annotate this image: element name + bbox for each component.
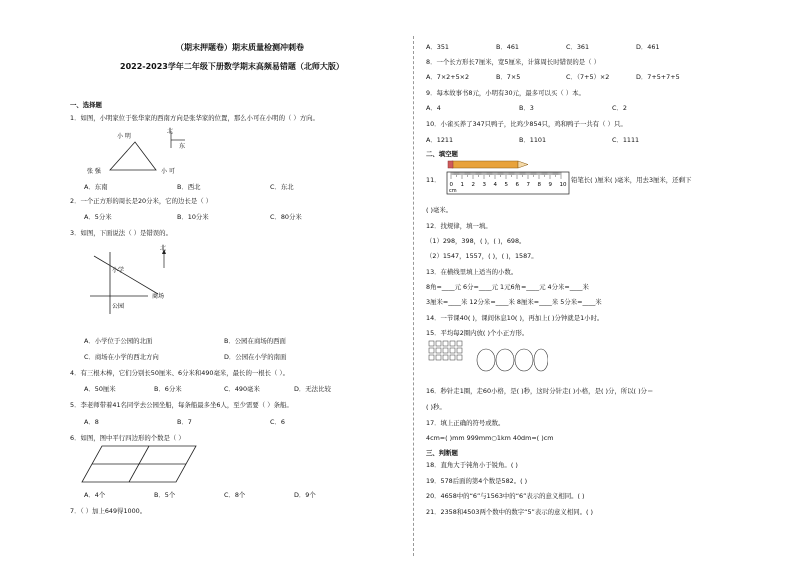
question-14: 14．一节课40( )，课间休息10( )，再加上( )分钟就是1小时。 [426, 314, 604, 322]
exam-subtitle: 2022-2023学年二年级下册数学期末高频易错题（北师大版） [120, 62, 344, 71]
section-judge-heading: 三、判断题 [426, 449, 458, 457]
ruler-number: 8 [537, 182, 541, 188]
question-9: 9．每本故事书8元，小明有30元，最多可以买（ ）本。 [426, 89, 585, 97]
question-15: 15．平均每2圈内放( )个小正方形。 [426, 329, 529, 337]
question-8: 8．一个长方形长7厘米，宽5厘米，计算周长时错误的是（ ） [426, 58, 600, 66]
q8-option-c[interactable]: C．（7+5）×2 [566, 73, 610, 81]
q6-option-b[interactable]: B．5个 [154, 491, 176, 499]
ruler-number: 2 [471, 182, 475, 188]
question-17: 17．填上正确的符号或数。 [426, 419, 505, 427]
question-11-tail: ( )毫米。 [426, 206, 453, 214]
q6-parallelogram-figure [80, 444, 200, 484]
small-square [429, 341, 434, 346]
small-square [457, 341, 462, 346]
small-square [457, 348, 462, 353]
question-16: 16．秒针走1圈，走60小格，是( )秒，这时分针走( )小格，是( )分，所以( )分＝ [426, 387, 654, 395]
ruler-number: 3 [482, 182, 486, 188]
ruler-number: 5 [504, 182, 508, 188]
question-11-number: 11． [426, 176, 441, 184]
q4-option-a[interactable]: A．50厘米 [84, 385, 116, 393]
q7-option-d[interactable]: D．461 [636, 43, 660, 51]
question-7: 7．（ ）加上649得1000。 [70, 507, 147, 515]
small-square [436, 348, 441, 353]
question-21: 21．2358和4503两个数中的数字“5”表示的意义相同。( ) [426, 508, 594, 516]
q9-option-b[interactable]: B．3 [519, 104, 534, 112]
question-2: 2．一个正方形的周长是20分米，它的边长是（ ） [70, 197, 213, 205]
q1-option-b[interactable]: B．西北 [177, 183, 201, 191]
q3-option-a[interactable]: A．小学位于公园的北面 [84, 337, 153, 345]
ruler-number: 4 [493, 182, 497, 188]
small-square [450, 355, 455, 360]
small-square [457, 355, 462, 360]
q2-option-b[interactable]: B．10分米 [177, 213, 209, 221]
question-13-row2: 3厘米=____米 12分米=____米 8厘米=____米 5分米=____米 [426, 298, 602, 306]
question-17-row: 4cm=( )mm 999mm○1km 40dm=( )cm [426, 434, 554, 442]
q6-option-c[interactable]: C．8个 [224, 491, 246, 499]
question-10: 10．小雀买养了347只鸭子，比鸡少854只，鸡和鸭子一共有（ ）只。 [426, 120, 627, 128]
q8-option-d[interactable]: D．7+5+7+5 [636, 73, 680, 81]
label-north: 北 [167, 128, 174, 135]
column-divider [413, 36, 414, 556]
question-3: 3．如图，下面说法（ ）是错误的。 [70, 229, 172, 237]
question-12-part1: （1）298，398，( )，( )，698。 [426, 237, 526, 245]
question-16-tail: ( )秒。 [426, 403, 446, 411]
q3-map-figure [88, 244, 188, 319]
q1-option-c[interactable]: C．东北 [270, 183, 294, 191]
q10-option-c[interactable]: C．1111 [612, 136, 640, 144]
question-20: 20．4658中的“6”与1563中的“6”表示的意义相同。( ) [426, 492, 585, 500]
q8-option-a[interactable]: A．7×2+5×2 [426, 73, 470, 81]
small-square [443, 341, 448, 346]
q15-squares-circles-figure [428, 340, 548, 376]
label-xiaoming: 小 明 [117, 133, 131, 140]
q3-option-c[interactable]: C．商场在小学的西北方向 [84, 353, 159, 361]
q10-option-a[interactable]: A．1211 [426, 136, 454, 144]
pencil-icon [452, 161, 518, 168]
question-4: 4．有三根木棒，它们分别长50厘米、6分米和490毫米，最长的一根长（ ）。 [70, 369, 290, 377]
q4-option-d[interactable]: D．无法比较 [294, 385, 331, 393]
small-square [450, 348, 455, 353]
question-12: 12．找规律，填一填。 [426, 222, 492, 230]
label-zhanghua: 张 强 [87, 168, 101, 175]
q1-option-a[interactable]: A．东南 [84, 183, 108, 191]
small-square [429, 355, 434, 360]
small-square [429, 348, 434, 353]
ruler-number: 9 [548, 182, 552, 188]
question-19: 19．578后面的第4个数是582。( ) [426, 477, 528, 485]
small-square [450, 341, 455, 346]
small-square [443, 355, 448, 360]
ruler-unit-label: cm [449, 188, 457, 194]
q7-option-b[interactable]: B．461 [496, 43, 519, 51]
q11-ruler-figure [446, 158, 570, 196]
label-mall: 商场 [152, 293, 165, 300]
ruler-number: 6 [515, 182, 519, 188]
question-18: 18．直角大于钝角小于锐角。( ) [426, 461, 518, 469]
q1-direction-figure [85, 126, 195, 176]
small-square [436, 341, 441, 346]
label-east: 东 [179, 143, 186, 150]
question-12-part2: （2）1547，1557，( )，( )，1587。 [426, 252, 538, 260]
q6-option-d[interactable]: D．9个 [294, 491, 316, 499]
q7-option-a[interactable]: A．351 [426, 43, 449, 51]
q6-option-a[interactable]: A．4个 [84, 491, 106, 499]
question-11-text: 铅笔长( )厘米( )毫米，用去3厘米，还剩下 [571, 176, 692, 184]
ruler-number: 10 [559, 182, 567, 188]
question-5: 5．李老师带着41名同学去公园坐船，每条船最多坐6人，至少需要（ ）条船。 [70, 401, 293, 409]
ruler-number: 1 [460, 182, 464, 188]
question-13: 13．在横线里填上适当的小数。 [426, 268, 518, 276]
label-school: 小学 [112, 267, 125, 274]
q9-option-a[interactable]: A．4 [426, 104, 441, 112]
label-park: 公园 [112, 303, 125, 310]
q2-option-c[interactable]: C．80分米 [270, 213, 302, 221]
label-xiaoke: 小 可 [161, 168, 175, 175]
small-square [443, 348, 448, 353]
question-1: 1．如图，小明家位于张华家的西南方向是张华家的位置，那么小可在小明的（ ）方向。 [70, 114, 319, 122]
small-square [436, 355, 441, 360]
q9-option-c[interactable]: C．2 [612, 104, 627, 112]
label-north: 北 [160, 245, 167, 252]
q4-option-b[interactable]: B．6分米 [154, 385, 182, 393]
question-6: 6．如图，图中平行四边形的个数是（ ） [70, 434, 185, 442]
exam-title: （期末押题卷）期末质量检测冲刺卷 [176, 43, 304, 52]
ruler-number: 7 [526, 182, 530, 188]
question-13-row1: 8角=____元 6分=____元 1元6角=____元 4分米=____米 [426, 283, 589, 291]
q8-option-b[interactable]: B．7×5 [496, 73, 521, 81]
q5-option-a[interactable]: A．8 [84, 418, 99, 426]
q4-option-c[interactable]: C．490毫米 [224, 385, 260, 393]
section-fill-heading: 二、填空题 [426, 150, 458, 158]
q10-option-b[interactable]: B．1101 [519, 136, 547, 144]
q5-option-c[interactable]: C．6 [270, 418, 285, 426]
q3-option-b[interactable]: B．公园在商场的西面 [224, 337, 286, 345]
section-choice-heading: 一、选择题 [70, 101, 102, 109]
q3-option-d[interactable]: D．公园在小学的南面 [224, 353, 287, 361]
q5-option-b[interactable]: B．7 [177, 418, 192, 426]
q7-option-c[interactable]: C．361 [566, 43, 590, 51]
ruler-number: 0 [449, 182, 453, 188]
q2-option-a[interactable]: A．5分米 [84, 213, 112, 221]
